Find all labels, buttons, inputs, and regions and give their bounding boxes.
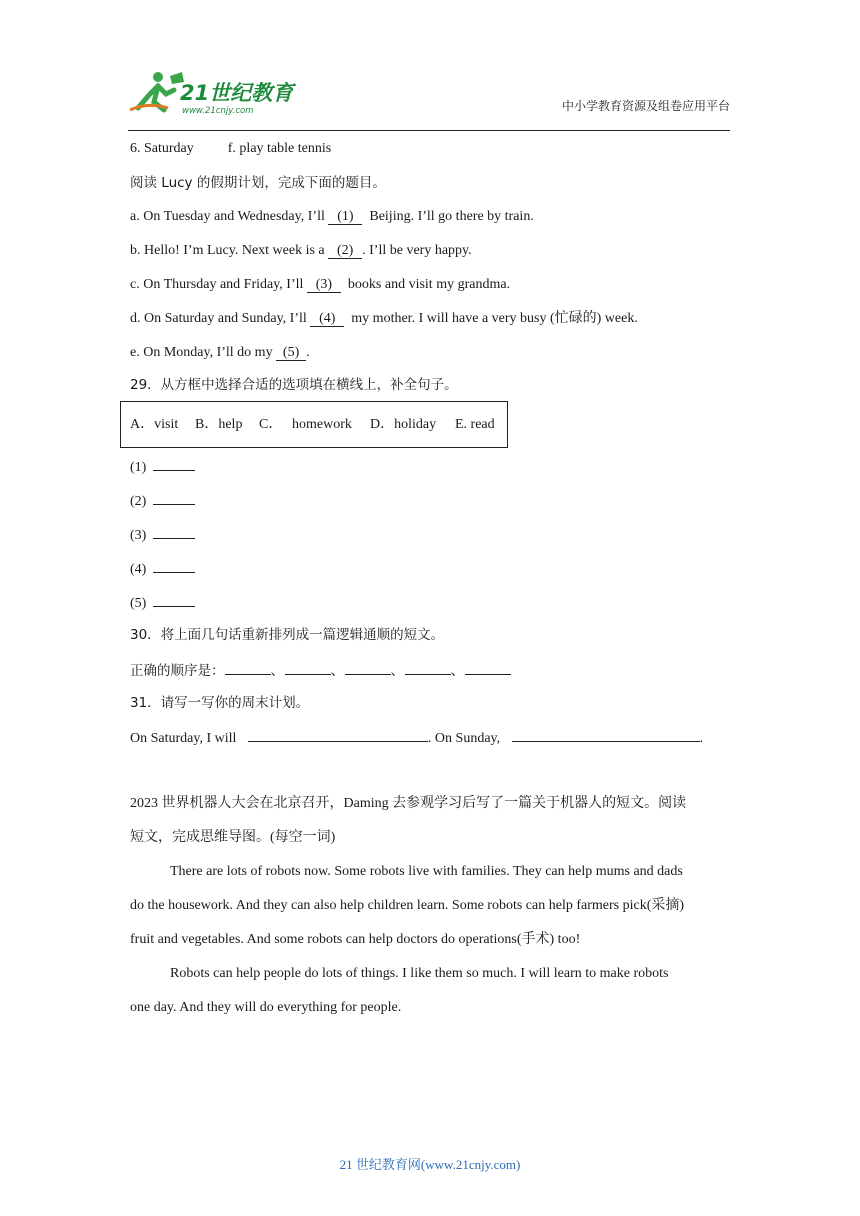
question-29-title: 29．从方框中选择合适的选项填在横线上，补全句子。: [130, 377, 458, 393]
option-d: D．holiday: [370, 417, 437, 432]
sentence-d: d. On Saturday and Sunday, I’ll (4) my mother. I will have a very busy (忙碌的) week.: [130, 311, 638, 326]
sentence-a: a. On Tuesday and Wednesday, I’ll (1) Beijing. I’ll go there by train.: [130, 209, 534, 224]
answer-blank[interactable]: [153, 560, 195, 573]
header-platform-text: 中小学教育资源及组卷应用平台: [561, 99, 730, 113]
saturday-blank[interactable]: [248, 729, 428, 742]
answer-line-1: (1): [130, 458, 195, 477]
sentence-b: b. Hello! I’m Lucy. Next week is a (2) . I’ll be very happy.: [130, 243, 472, 258]
option-a: A．visit: [130, 417, 179, 432]
match-number: 6. Saturday: [130, 141, 194, 156]
answer-blank[interactable]: [153, 458, 195, 471]
order-line: 正确的顺序是： 、 、 、 、: [130, 662, 511, 681]
blank-2: (2): [328, 243, 362, 259]
passage-p1-line-3: fruit and vegetables. And some robots can help doctors do operations(手术) too!: [130, 932, 581, 947]
option-c: C．: [259, 417, 283, 432]
answer-line-2: (2): [130, 492, 195, 511]
match-line-6: [130, 140, 331, 158]
passage-p1-line-1: There are lots of robots now. Some robots live with families. They can help mums and dads: [170, 864, 683, 879]
reading-instruction: 阅读 Lucy 的假期计划，完成下面的题目。: [130, 175, 386, 191]
question-31-title: 31．请写一写你的周末计划。: [130, 695, 310, 711]
weekend-plan-line: On Saturday, I will . On Sunday, .: [130, 731, 704, 746]
answer-line-4: (4): [130, 560, 195, 579]
order-blank[interactable]: [225, 662, 271, 675]
answer-line-3: (3): [130, 526, 195, 545]
sentence-e: e. On Monday, I’ll do my (5) .: [130, 345, 310, 360]
passage-p2-line-2: one day. And they will do everything for people.: [130, 1000, 402, 1015]
answer-line-5: (5): [130, 594, 195, 613]
logo-url: www.21cnjy.com: [182, 106, 254, 116]
answer-blank[interactable]: [153, 526, 195, 539]
logo: [128, 68, 298, 118]
order-blank[interactable]: [285, 662, 331, 675]
option-box: [120, 401, 508, 448]
blank-5: (5): [276, 345, 306, 361]
blank-3: (3): [307, 277, 341, 293]
passage-intro-1: 2023 世界机器人大会在北京召开，Daming 去参观学习后写了一篇关于机器人的短文。阅读: [130, 796, 687, 811]
runner-icon: [130, 72, 184, 110]
blank-1: (1): [328, 209, 362, 225]
option-c-text: homework: [292, 417, 352, 432]
sentence-c: c. On Thursday and Friday, I’ll (3) books and visit my grandma.: [130, 277, 511, 292]
order-blank[interactable]: [465, 662, 511, 675]
option-e: E. read: [455, 417, 495, 432]
sunday-blank[interactable]: [512, 729, 700, 742]
question-30-title: 30．将上面几句话重新排列成一篇逻辑通顺的短文。: [130, 627, 445, 643]
passage-intro-2: 短文，完成思维导图。(每空一词): [130, 830, 336, 845]
order-blank[interactable]: [345, 662, 391, 675]
blank-4: (4): [310, 311, 344, 327]
passage-p2-line-1: Robots can help people do lots of things. I like them so much. I will learn to make robots: [170, 966, 669, 981]
match-item: f. play table tennis: [227, 141, 332, 156]
order-label: 正确的顺序是：: [130, 663, 225, 679]
page-header: [128, 68, 730, 131]
answer-blank[interactable]: [153, 492, 195, 505]
logo-text: 21世纪教育: [180, 81, 294, 105]
answer-blank[interactable]: [153, 594, 195, 607]
page-footer: 21 世纪教育网(www.21cnjy.com): [339, 1157, 521, 1172]
option-b: B．help: [195, 417, 243, 432]
passage-p1-line-2: do the housework. And they can also help children learn. Some robots can help farmers pick(采摘): [130, 898, 685, 913]
order-blank[interactable]: [405, 662, 451, 675]
